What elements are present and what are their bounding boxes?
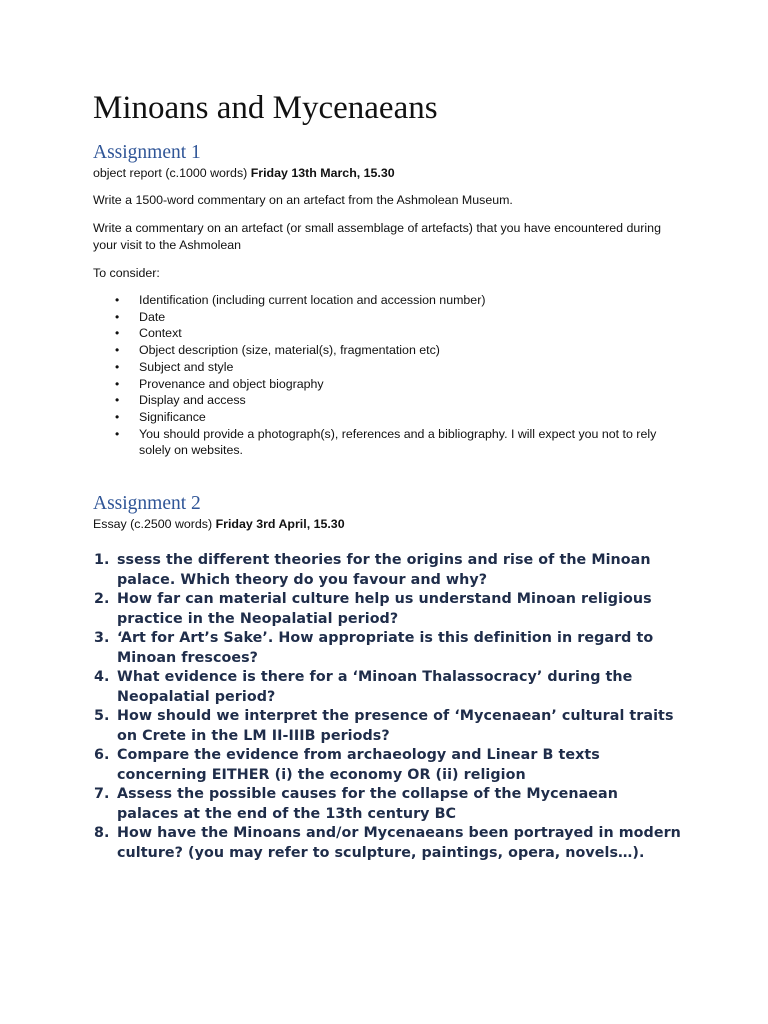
assignment-2-heading: Assignment 2 xyxy=(93,493,201,514)
consideration-text: You should provide a photograph(s), references and a bibliography. I will expect you not to rely solely on websites. xyxy=(139,426,657,458)
question-text: How far can material culture help us understand Minoan religious practice in the Neopalatial period? xyxy=(117,591,652,627)
assignment-1-heading: Assignment 1 xyxy=(93,142,201,163)
question-text: ‘Art for Art’s Sake’. How appropriate is this definition in regard to Minoan frescoes? xyxy=(117,630,654,666)
bullet-icon: • xyxy=(115,426,120,441)
question-number: 7. xyxy=(94,786,110,802)
question-text: Compare the evidence from archaeology and Linear B texts concerning EITHER (i) the economy OR (ii) religion xyxy=(117,747,600,783)
consideration-item xyxy=(93,409,673,426)
assignment-1-paragraph-1: Write a 1500-word commentary on an artefact from the Ashmolean Museum. xyxy=(93,193,513,207)
assignment-2-deadline: Friday 3rd April, 15.30 xyxy=(215,517,345,531)
essay-question xyxy=(93,629,683,668)
consideration-text: Significance xyxy=(139,409,206,424)
bullet-icon: • xyxy=(115,343,120,358)
document-title: Minoans and Mycenaeans xyxy=(93,90,438,126)
bullet-icon: • xyxy=(115,309,120,324)
consideration-item xyxy=(93,325,673,342)
consideration-item xyxy=(93,392,673,409)
assignment-2-subtitle-text: Essay (c.2500 words) xyxy=(93,517,216,531)
essay-question xyxy=(93,707,683,746)
essay-question xyxy=(93,590,683,629)
consideration-item xyxy=(93,376,673,393)
consideration-text: Date xyxy=(139,309,166,324)
question-number: 5. xyxy=(94,708,110,724)
consideration-item xyxy=(93,426,673,459)
consideration-text: Context xyxy=(139,326,182,341)
essay-question xyxy=(93,785,683,824)
question-number: 4. xyxy=(94,669,110,685)
question-text: Assess the possible causes for the collapse of the Mycenaean palaces at the end of the 13th century BC xyxy=(117,786,618,822)
essay-question xyxy=(93,824,683,863)
consideration-text: Object description (size, material(s), fragmentation etc) xyxy=(139,343,440,358)
bullet-icon: • xyxy=(115,326,120,341)
essay-question xyxy=(93,551,683,590)
assignment-1-deadline: Friday 13th March, 15.30 xyxy=(250,166,395,180)
bullet-icon: • xyxy=(115,409,120,424)
essay-questions-list xyxy=(93,551,683,863)
consideration-text: Display and access xyxy=(139,393,246,408)
consideration-item xyxy=(93,342,673,359)
assignment-1-paragraph-2: Write a commentary on an artefact (or small assemblage of artefacts) that you have encountered during your visit to the Ashmolean xyxy=(93,221,661,252)
bullet-icon: • xyxy=(115,359,120,374)
consider-label: To consider: xyxy=(93,266,160,280)
bullet-icon: • xyxy=(115,393,120,408)
question-number: 8. xyxy=(94,825,110,841)
question-number: 2. xyxy=(94,591,110,607)
assignment-2-subtitle xyxy=(93,516,345,533)
assignment-1-subtitle-text: object report (c.1000 words) xyxy=(93,166,251,180)
essay-question xyxy=(93,668,683,707)
question-number: 6. xyxy=(94,747,110,763)
bullet-icon: • xyxy=(115,376,120,391)
question-text: What evidence is there for a ‘Minoan Thalassocracy’ during the Neopalatial period? xyxy=(117,669,633,705)
consideration-text: Identification (including current location and accession number) xyxy=(139,293,486,307)
bullet-icon: • xyxy=(115,293,120,307)
consideration-text: Subject and style xyxy=(139,359,234,374)
question-number: 3. xyxy=(94,630,110,646)
question-text: How have the Minoans and/or Mycenaeans been portrayed in modern culture? (you may refer to sculpture, paintings, opera, novels…). xyxy=(117,825,681,861)
question-number: 1. xyxy=(94,552,110,568)
question-text: ssess the different theories for the origins and rise of the Minoan palace. Which theory do you favour and why? xyxy=(117,552,651,588)
essay-question xyxy=(93,746,683,785)
consideration-item xyxy=(93,359,673,376)
consideration-item xyxy=(93,309,673,326)
considerations-list xyxy=(93,292,673,459)
consideration-item xyxy=(93,292,673,309)
assignment-1-subtitle xyxy=(93,165,395,182)
consideration-text: Provenance and object biography xyxy=(139,376,324,391)
question-text: How should we interpret the presence of ‘Mycenaean’ cultural traits on Crete in the LM II-IIIB periods? xyxy=(117,708,674,744)
